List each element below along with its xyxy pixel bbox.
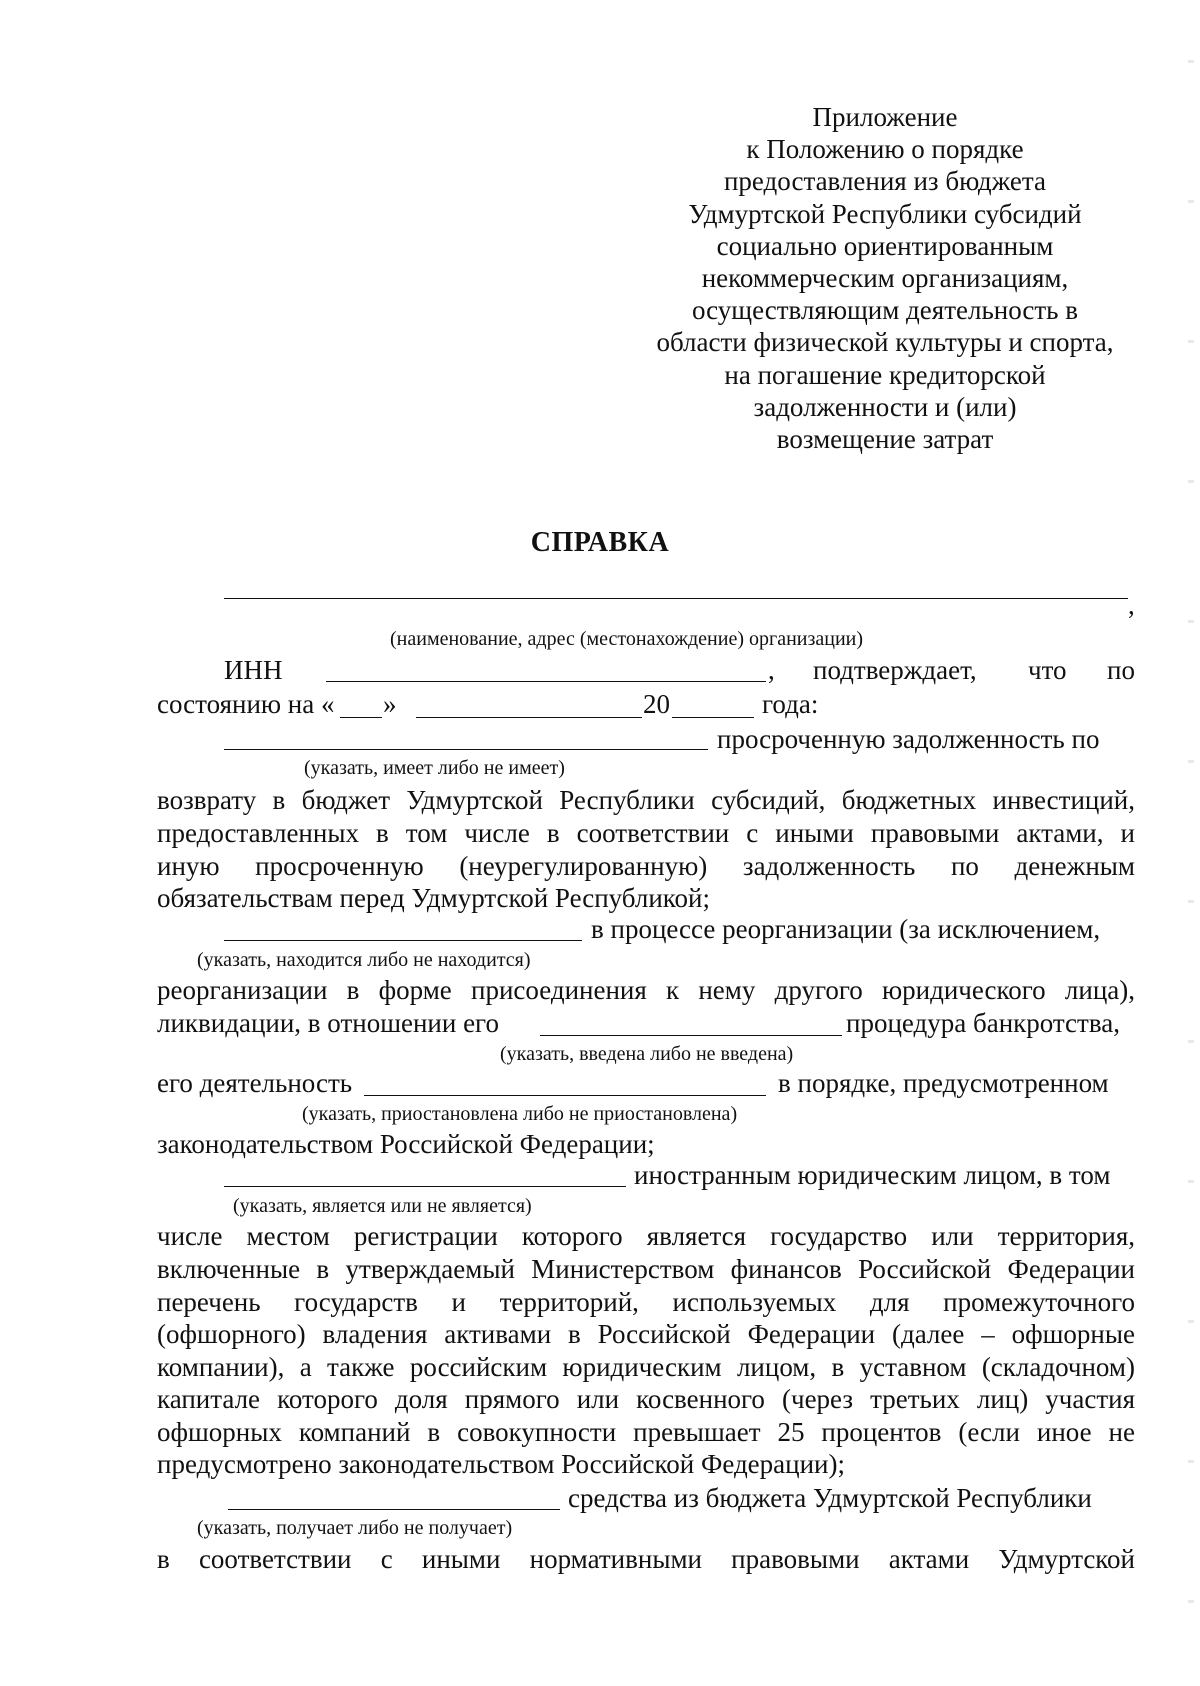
annex-line: Приложение	[812, 102, 958, 132]
debt-tail: просроченную задолженность по	[717, 724, 1100, 754]
reorg-status-field[interactable]	[224, 940, 582, 941]
debt-line: иную просроченную (неурегулированную) задолженность по денежным	[157, 851, 1135, 881]
activity-line: законодательством Российской Федерации;	[157, 1129, 655, 1159]
foreign-status-field[interactable]	[224, 1186, 626, 1187]
year-prefix: 20	[643, 689, 670, 719]
foreign-line: перечень государств и территорий, используемых для промежуточного	[157, 1287, 1135, 1317]
debt-line: предоставленных в том числе в соответствии с иными правовыми актами, и	[157, 818, 1135, 848]
inn-label: ИНН	[224, 655, 283, 685]
foreign-tail: иностранным юридическим лицом, в том	[634, 1160, 1111, 1190]
inn-comma: ,	[768, 655, 775, 685]
debt-line: возврату в бюджет Удмуртской Республики субсидий, бюджетных инвестиций,	[157, 785, 1135, 815]
annex-line: возмещение затрат	[776, 424, 994, 455]
debt-line-last: обязательствам перед Удмуртской Республикой;	[157, 883, 710, 913]
funds-caption: (указать, получает либо не получает)	[197, 1517, 513, 1539]
bankruptcy-tail: процедура банкротства,	[846, 1008, 1120, 1038]
org-name-field[interactable]	[224, 598, 1128, 599]
foreign-line-last: предусмотрено законодательством Российской Федерации);	[157, 1449, 845, 1479]
annex-line: социально ориентированным	[716, 230, 1054, 261]
scan-edge-marks	[1188, 0, 1194, 1686]
year-suffix: года:	[762, 689, 819, 719]
annex-line: предоставления из бюджета	[723, 166, 1047, 197]
annex-line: некоммерческим организациям,	[701, 263, 1069, 294]
bankruptcy-caption: (указать, введена либо не введена)	[500, 1043, 794, 1065]
foreign-line: включенные в утверждаемый Министерством финансов Российской Федерации	[157, 1254, 1135, 1284]
foreign-line: числе местом регистрации которого является государство или территория,	[157, 1221, 1135, 1251]
annex-line: области физической культуры и спорта,	[656, 327, 1114, 358]
debt-caption: (указать, имеет либо не имеет)	[304, 757, 565, 779]
reorg-tail: в процессе реорганизации (за исключением,	[591, 914, 1101, 944]
annex-line: к Положению о порядке	[746, 134, 1024, 165]
funds-tail: средства из бюджета Удмуртской Республики	[568, 1483, 1092, 1513]
reorg-line: реорганизации в форме присоединения к нему другого юридического лица),	[157, 975, 1135, 1005]
debt-status-field[interactable]	[224, 749, 708, 750]
foreign-line: офшорных компаний в совокупности превышает 25 процентов (если иное не	[157, 1417, 1135, 1447]
annex-header	[640, 101, 1130, 455]
org-comma: ,	[1128, 590, 1135, 620]
year-field[interactable]	[672, 717, 754, 718]
funds-status-field[interactable]	[228, 1509, 560, 1510]
annex-line: на погашение кредиторской	[724, 359, 1046, 390]
annex-line: осуществляющим деятельность в	[692, 295, 1078, 326]
funds-line: в соответствии с иными нормативными правовыми актами Удмуртской	[157, 1544, 1135, 1574]
confirms-text: подтверждает,	[813, 655, 977, 685]
activity-tail: в порядке, предусмотренном	[778, 1068, 1109, 1098]
bankruptcy-status-field[interactable]	[540, 1035, 842, 1036]
activity-caption: (указать, приостановлена либо не приостановлена)	[302, 1103, 738, 1125]
state-as-of-text: состоянию на «	[157, 689, 335, 719]
close-quote: »	[383, 689, 397, 719]
foreign-line: компании), а также российским юридическим лицом, в уставном (складочном)	[157, 1352, 1135, 1382]
activity-prefix: его деятельность	[157, 1068, 353, 1098]
that-text: что	[1028, 655, 1067, 685]
annex-line: задолженности и (или)	[753, 391, 1017, 422]
month-field[interactable]	[416, 717, 642, 718]
activity-status-field[interactable]	[364, 1095, 766, 1096]
org-caption: (наименование, адрес (местонахождение) организации)	[390, 628, 864, 650]
reorg-caption: (указать, находится либо не находится)	[197, 949, 531, 971]
annex-line: Удмуртской Республики субсидий	[688, 198, 1082, 229]
foreign-line: (офшорного) владения активами в Российской Федерации (далее – офшорные	[157, 1319, 1135, 1349]
foreign-caption: (указать, является или не является)	[233, 1195, 532, 1217]
inn-field[interactable]	[326, 681, 766, 682]
document-title: СПРАВКА	[530, 527, 670, 558]
day-field[interactable]	[340, 717, 382, 718]
foreign-line: капитале которого доля прямого или косвенного (через третьих лиц) участия	[157, 1384, 1135, 1414]
liquidation-prefix: ликвидации, в отношении его	[157, 1008, 499, 1038]
by-text: по	[1107, 655, 1135, 685]
